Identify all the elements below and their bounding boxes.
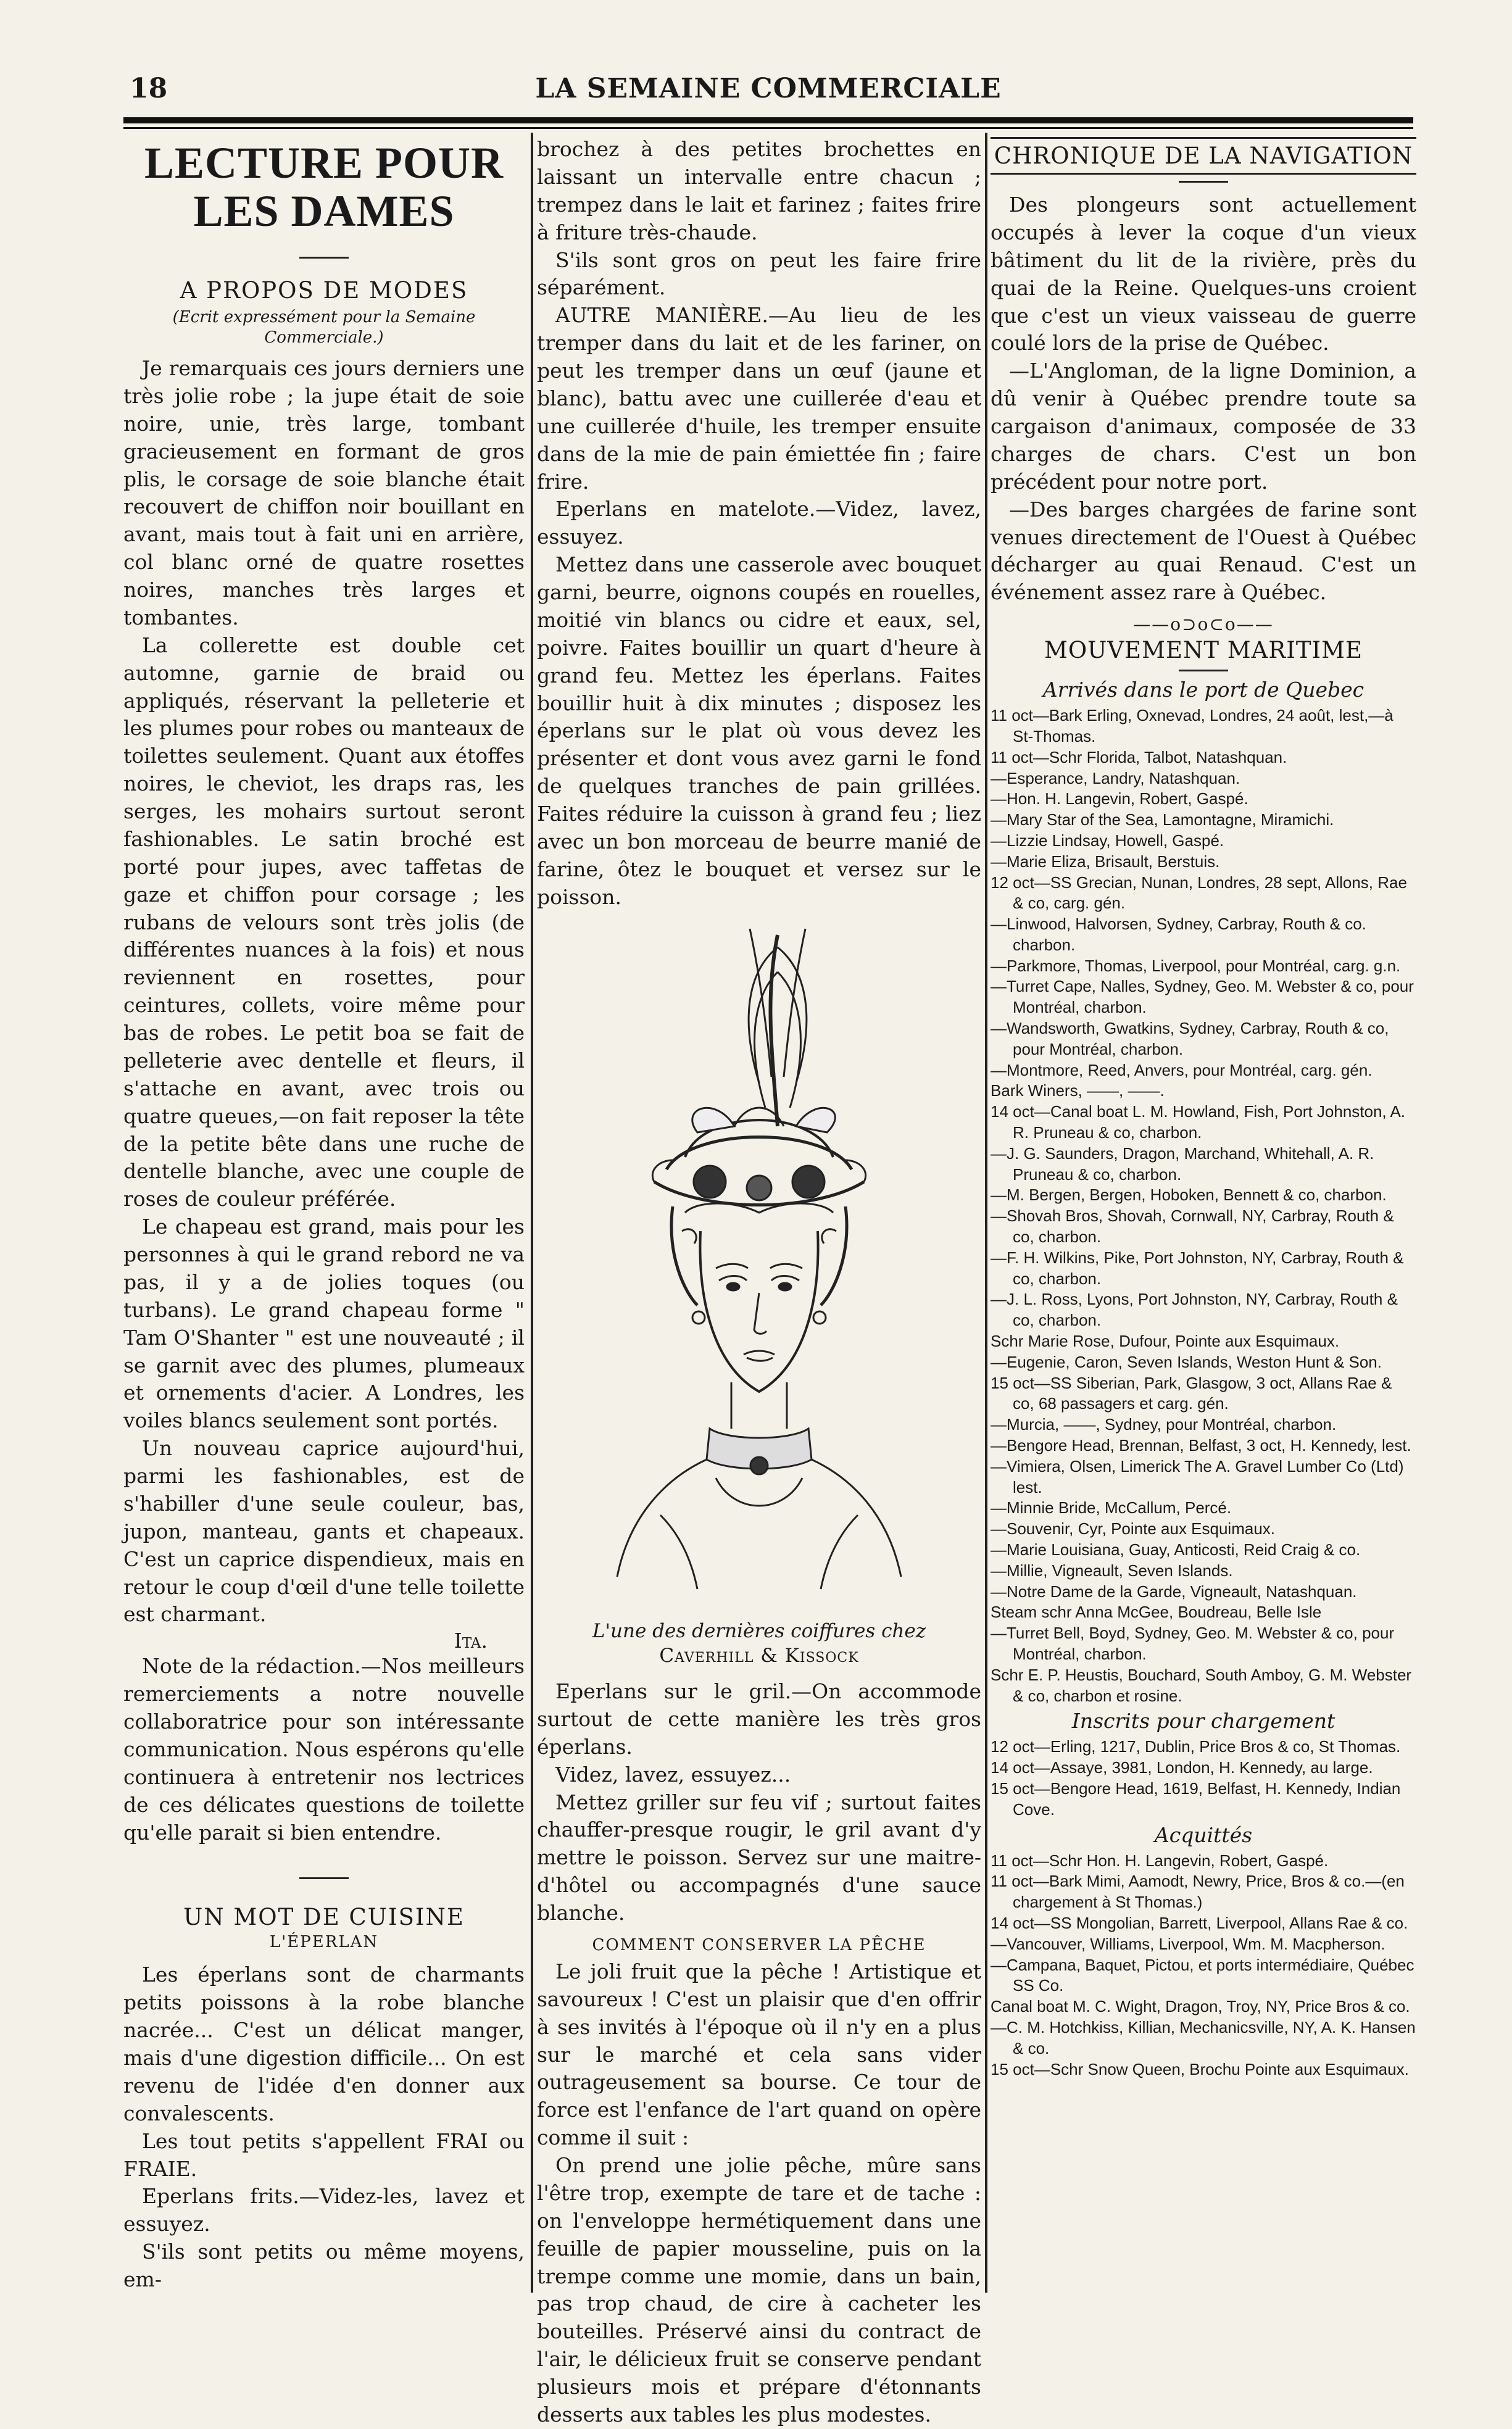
ship-entry: —Shovah Bros, Shovah, Cornwall, NY, Carbray, Routh & co, charbon.: [991, 1206, 1394, 1247]
ship-entry: —Bengore Head, Brennan, Belfast, 3 oct, H. Kennedy, lest.: [991, 1436, 1411, 1455]
page-number: 18: [130, 73, 168, 104]
ship-entry: 12 oct—SS Grecian, Nunan, Londres, 28 sept, Allons, Rae & co, carg. gén.: [991, 873, 1407, 913]
ship-entry: 14 oct—SS Mongolian, Barrett, Liverpool, Allans Rae & co.: [991, 1913, 1408, 1932]
ship-entry: —Turret Cape, Nalles, Sydney, Geo. M. Webster & co, pour Montréal, charbon.: [991, 977, 1414, 1017]
ship-entry: —Hon. H. Langevin, Robert, Gaspé.: [991, 789, 1248, 808]
separator: [1179, 181, 1228, 183]
portrait-engraving-icon: [592, 923, 926, 1614]
ship-entry: Schr E. P. Heustis, Bouchard, South Amboy, G. M. Webster & co, charbon et rosine.: [991, 1665, 1412, 1705]
ship-entry: Schr Marie Rose, Dufour, Pointe aux Esquimaux.: [991, 1332, 1340, 1351]
page-header: [130, 67, 1407, 116]
author-signature: Ita.: [454, 1629, 488, 1653]
ship-entry: —J. L. Ross, Lyons, Port Johnston, NY, Carbray, Routh & co, charbon.: [991, 1290, 1398, 1330]
paragraph: Je remarquais ces jours derniers une très jolie robe ; la jupe était de soie noire, unie, très large, tombant gracieusement en formant de gros plis, le corsage de soie blanche était recouvert de chiffon noir bouillant en avant, mais tout à fait uni en arrière, col blanc orné de quatre rosettes noires, manches très larges et tombantes.: [123, 356, 525, 629]
paragraph: —Des barges chargées de farine sont venues directement de l'Ouest à Québec décharger au quai Renaud. C'est un événement assez rare à Québec.: [991, 497, 1416, 605]
paragraph: Mettez dans une casserole avec bouquet garni, beurre, oignons coupés en rouelles, moitié vin blancs ou cidre et eaux, sel, poivre. Faites bouillir un quart d'heure à grand feu. Mettez les éperlans. Faites bouillir huit à dix minutes ; disposez les éperlans sur le plat où vous devez les présenter et dont vous avez garni le fond de quelques tranches de pain grillées. Faites réduire la cuisson à grand feu ; liez avec un bon morceau de beurre manié de farine, ôtez le bouquet et versez sur le poisson.: [537, 552, 981, 909]
running-title: LA SEMAINE COMMERCIALE: [535, 73, 1002, 104]
header-rule: [123, 117, 1413, 123]
ship-entry: 15 oct—SS Siberian, Park, Glasgow, 3 oct, Allans Rae & co, 68 passagers et carg. gén.: [991, 1373, 1392, 1413]
paragraph: Eperlans frits.—Videz-les, lavez et essuyez.: [123, 2184, 525, 2236]
ship-entry: Canal boat M. C. Wight, Dragon, Troy, NY, Price Bros & co.: [991, 1997, 1410, 2016]
section-title: MOUVEMENT MARITIME: [1044, 637, 1363, 664]
paragraph: S'ils sont petits ou même moyens, em-: [123, 2240, 525, 2292]
ship-entry: —Montmore, Reed, Anvers, pour Montréal, carg. gén.: [991, 1060, 1373, 1079]
paragraph: Le chapeau est grand, mais pour les personnes à qui le grand rebord ne va pas, il y a de jolies toques (ou turbans). Le grand chapeau forme " Tam O'Shanter " est une nouveauté ; il se garnit avec des plumes, plumeaux et ornements d'acier. A Londres, les voiles blancs seulement sont portés.: [123, 1214, 525, 1433]
ship-entry: —Vimiera, Olsen, Limerick The A. Gravel Lumber Co (Ltd) lest.: [991, 1456, 1404, 1497]
separator: [1179, 670, 1228, 671]
acquittes-list: [991, 1851, 1416, 2080]
paragraph: On prend une jolie pêche, mûre sans l'être trop, exempte de tare et de tache : on l'enveloppe hermétiquement dans une feuille de papier mousseline, puis on la trempe comme une momie, dans un bain, pas trop chaud, de cire à cacheter les bouteilles. Préservé ainsi du contract de l'air, le délicieux fruit se conserve pendant plusieurs mois et prépare d'étonnants desserts aux tables les plus modestes.: [537, 2153, 981, 2427]
ship-entry: —Souvenir, Cyr, Pointe aux Esquimaux.: [991, 1519, 1276, 1538]
paragraph: Eperlans en matelote.—Videz, lavez, essuyez.: [537, 497, 981, 549]
hat-illustration: [592, 923, 926, 1614]
paragraph: Note de la rédaction.—Nos meilleurs remerciements a notre nouvelle collaboratrice pour son intéressante communication. Nous espérons qu'elle continuera à entretenir nos lectrices de ces délicates questions de toilette qu'elle parait si bien entendre.: [123, 1654, 525, 1845]
ship-entry: 12 oct—Erling, 1217, Dublin, Price Bros & co, St Thomas.: [991, 1737, 1401, 1756]
ship-entry: 11 oct—Bark Erling, Oxnevad, Londres, 24 août, lest,—à St-Thomas.: [991, 706, 1394, 745]
ship-entry: Steam schr Anna McGee, Boudreau, Belle Isle: [991, 1603, 1322, 1622]
ornament-divider: ——o⊃o⊂o——: [1133, 614, 1274, 635]
paragraph: S'ils sont gros on peut les faire frire séparément.: [537, 247, 981, 300]
column-divider: [985, 133, 987, 2293]
ship-entry: 11 oct—Schr Florida, Talbot, Natashquan.: [991, 747, 1287, 766]
separator: [299, 257, 349, 259]
ship-entry: —Turret Bell, Boyd, Sydney, Geo. M. Webster & co, pour Montréal, charbon.: [991, 1624, 1395, 1663]
section-title: LECTURE POUR LES DAMES: [144, 138, 504, 236]
separator: [299, 1877, 349, 1879]
ship-entry: —F. H. Wilkins, Pike, Port Johnston, NY, Carbray, Routh & co, charbon.: [991, 1248, 1404, 1288]
list-heading: Acquittés: [1154, 1822, 1253, 1847]
article-note: (Ecrit expressément pour la Semaine Commerciale.): [172, 307, 476, 347]
section-title-box: [991, 137, 1416, 175]
article-heading: A PROPOS DE MODES: [180, 276, 468, 304]
paragraph: Un nouveau caprice aujourd'hui, parmi les fashionables, est de s'habiller d'une seule couleur, bas, jupon, manteau, gants et chapeaux. C'est un caprice dispendieux, mais en retour le coup d'œil d'une telle toilette est charmant.: [123, 1436, 525, 1627]
paragraph: La collerette est double cet automne, garnie de braid ou appliqués, réservant la pelleterie et les plumes pour robes ou manteaux de toilettes seulement. Quant aux étoffes noires, le cheviot, les draps ras, les serges, les mohairs surtout seront fashionables. Le satin broché est porté pour jupes, avec taffetas de gaze et chiffon pour corsage ; les rubans de velours sont très jolis (de différentes nuances à la fois) et nous reviennent en rosettes, pour ceintures, collets, voire même pour bas de robes. Le petit boa se fait de pelleterie avec dentelle et fleurs, il s'attache en avant, avec trois ou quatre queues,—on fait reposer la tête de la petite bête dans une ruche de dentelle blanche, avec une couple de roses de couleur préférée.: [123, 633, 525, 1211]
ship-entry: —Murcia, ——, Sydney, pour Montréal, charbon.: [991, 1415, 1337, 1434]
header-rule-thin: [123, 127, 1413, 129]
article-subheading: L'ÉPERLAN: [269, 1933, 379, 1952]
paragraph: brochez à des petites brochettes en laissant un intervalle entre chacun ; trempez dans le lait et farinez ; faites frire à friture très-chaude.: [537, 137, 981, 244]
list-heading: Inscrits pour chargement: [1071, 1709, 1335, 1734]
list-heading: Arrivés dans le port de Quebec: [1042, 678, 1365, 702]
ship-entry: 14 oct—Assaye, 3981, London, H. Kennedy, au large.: [991, 1758, 1373, 1777]
ship-entry: —J. G. Saunders, Dragon, Marchand, Whitehall, A. R. Pruneau & co, charbon.: [991, 1144, 1374, 1184]
figure-caption: [537, 1619, 981, 1669]
arrivals-list: [991, 705, 1416, 1706]
ship-entry: —C. M. Hotchkiss, Killian, Mechanicsville, NY, A. K. Hansen & co.: [991, 2017, 1416, 2057]
ship-entry: —Linwood, Halvorsen, Sydney, Carbray, Routh & co. charbon.: [991, 915, 1366, 954]
section-title: CHRONIQUE DE LA NAVIGATION: [994, 143, 1413, 169]
column-1: [123, 136, 525, 2296]
caption-line: L'une des dernières coiffures chez: [592, 1619, 926, 1642]
column-2: [537, 136, 981, 2427]
ship-entry: —Campana, Baquet, Pictou, et ports intermédiaire, Québec SS Co.: [991, 1955, 1414, 1995]
paragraph: Eperlans sur le gril.—On accommode surtout de cette manière les très gros éperlans.: [537, 1679, 981, 1759]
paragraph: Des plongeurs sont actuellement occupés à lever la coque d'un vieux bâtiment du lit de la rivière, près du quai de la Reine. Quelques-uns croient que c'est un vieux vaisseau de guerre coulé lors de la prise de Québec.: [991, 193, 1416, 355]
column-3: [991, 136, 1416, 2296]
paragraph: Les éperlans sont de charmants petits poissons à la robe blanche nacrée... C'est un délicat manger, mais d'une digestion difficile... On est revenu de l'idée d'en donner aux convalescents.: [123, 1962, 525, 2125]
ship-entry: —M. Bergen, Bergen, Hoboken, Bennett & co, charbon.: [991, 1185, 1387, 1205]
ship-entry: —Parkmore, Thomas, Liverpool, pour Montréal, carg. g.n.: [991, 956, 1401, 975]
ship-entry: 11 oct—Schr Hon. H. Langevin, Robert, Gaspé.: [991, 1851, 1329, 1870]
ship-entry: Bark Winers, ——, ——.: [991, 1081, 1165, 1100]
paragraph: Videz, lavez, essuyez...: [555, 1762, 791, 1787]
ship-entry: —Esperance, Landry, Natashquan.: [991, 768, 1240, 787]
paragraph: —L'Angloman, de la ligne Dominion, a dû venir à Québec prendre toute sa cargaison d'animaux, composée de 33 charges de chars. C'est un bon précédent pour notre port.: [991, 359, 1416, 494]
ship-entry: —Marie Louisiana, Guay, Anticosti, Reid Craig & co.: [991, 1540, 1361, 1559]
paragraph: Les tout petits s'appellent FRAI ou FRAIE.: [123, 2128, 525, 2181]
ship-entry: —Notre Dame de la Garde, Vigneault, Natashquan.: [991, 1582, 1357, 1601]
paragraph: Le joli fruit que la pêche ! Artistique et savoureux ! C'est un plaisir que d'en offrir à ses invités à l'époque où il n'y en a plus sur le marché et cela sans vider outrageusement sa bourse. Ce tour de force est l'enfance de l'art quand on opère comme il suit :: [537, 1959, 981, 2150]
ship-entry: —Wandsworth, Gwatkins, Sydney, Carbray, Routh & co, pour Montréal, charbon.: [991, 1019, 1389, 1058]
ship-entry: —Lizzie Lindsay, Howell, Gaspé.: [991, 831, 1224, 850]
article-subheading: COMMENT CONSERVER LA PÊCHE: [592, 1935, 926, 1954]
ship-entry: —Millie, Vigneault, Seven Islands.: [991, 1561, 1233, 1580]
caption-credit: Caverhill & Kissock: [659, 1644, 859, 1667]
article-heading: UN MOT DE CUISINE: [183, 1904, 465, 1931]
column-divider: [531, 133, 533, 2293]
ship-entry: —Minnie Bride, McCallum, Percé.: [991, 1498, 1232, 1518]
ship-entry: —Mary Star of the Sea, Lamontagne, Miramichi.: [991, 810, 1334, 829]
ship-entry: —Vancouver, Williams, Liverpool, Wm. M. Macpherson.: [991, 1934, 1385, 1953]
ship-entry: 15 oct—Schr Snow Queen, Brochu Pointe aux Esquimaux.: [991, 2059, 1409, 2078]
inscrits-list: [991, 1737, 1416, 1820]
paragraph: AUTRE MANIÈRE.—Au lieu de les tremper dans du lait et de les fariner, on peut les tremper dans un œuf (jaune et blanc), battu avec une cuillerée d'eau et une cuillerée d'huile, les tremper ensuite dans de la mie de pain émiettée fin ; faire frire.: [537, 303, 981, 494]
ship-entry: —Marie Eliza, Brisault, Berstuis.: [991, 852, 1220, 871]
ship-entry: —Eugenie, Caron, Seven Islands, Weston Hunt & Son.: [991, 1352, 1382, 1371]
ship-entry: 14 oct—Canal boat L. M. Howland, Fish, Port Johnston, A. R. Pruneau & co, charbon.: [991, 1102, 1406, 1142]
ship-entry: 15 oct—Bengore Head, 1619, Belfast, H. Kennedy, Indian Cove.: [991, 1779, 1401, 1819]
ship-entry: 11 oct—Bark Mimi, Aamodt, Newry, Price, Bros & co.—(en chargement à St Thomas.): [991, 1872, 1405, 1912]
paragraph: Mettez griller sur feu vif ; surtout faites chauffer-presque rougir, le gril avant d'y mettre le poisson. Servez sur une maitre-d'hôtel ou accompagnés d'une sauce blanche.: [537, 1790, 981, 1925]
